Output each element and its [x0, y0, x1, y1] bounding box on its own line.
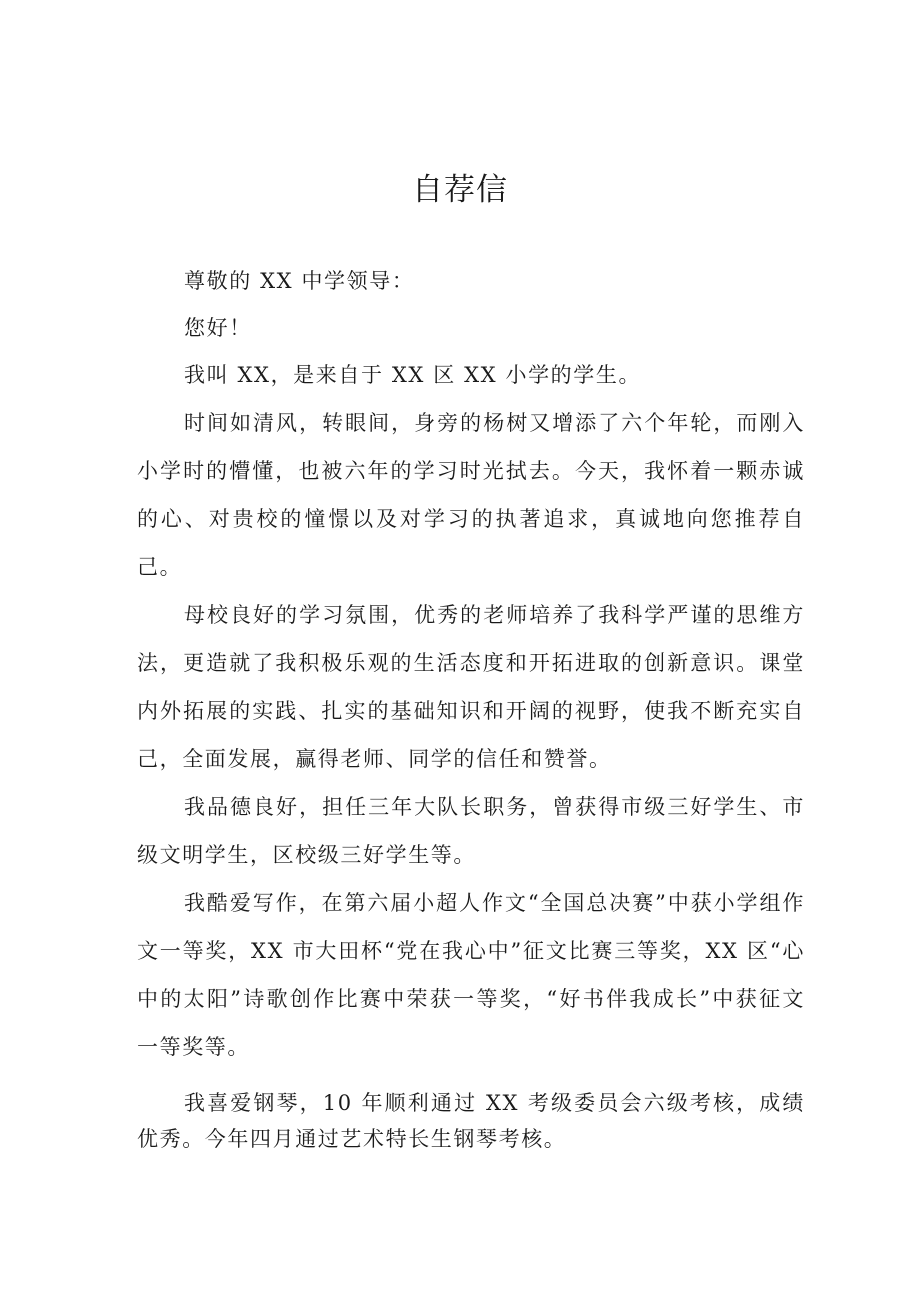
paragraph-piano: 我喜爱钢琴，10 年顺利通过 XX 考级委员会六级考核，成绩优秀。今年四月通过艺术特长生钢琴考核。 [137, 1091, 805, 1151]
paragraph-character: 我品德良好，担任三年大队长职务，曾获得市级三好学生、市级文明学生，区校级三好学生等。 [137, 795, 805, 867]
paragraph-time: 时间如清风，转眼间，身旁的杨树又增添了六个年轮，而刚入小学时的懵懂，也被六年的学习时光拭去。今天，我怀着一颗赤诚的心、对贵校的憧憬以及对学习的执著追求，真诚地向您推荐自己。 [137, 411, 805, 579]
salutation: 尊敬的 XX 中学领导： [184, 269, 415, 293]
paragraph-writing: 我酷爱写作，在第六届小超人作文“全国总决赛”中获小学组作文一等奖，XX 市大田杯“党在我心中”征文比赛三等奖，XX 区“心中的太阳”诗歌创作比赛中荣获一等奖，“好书伴我成长”中获征文一等奖等。 [137, 891, 805, 1059]
letter-body [137, 258, 805, 1157]
document-title: 自荐信 [412, 172, 508, 208]
greeting: 您好！ [184, 316, 252, 340]
paragraph-introduction: 我叫 XX，是来自于 XX 区 XX 小学的学生。 [184, 363, 642, 387]
paragraph-school: 母校良好的学习氛围，优秀的老师培养了我科学严谨的思维方法，更造就了我积极乐观的生活态度和开拓进取的创新意识。课堂内外拓展的实践、扎实的基础知识和开阔的视野，使我不断充实自己，全面发展，赢得老师、同学的信任和赞誉。 [137, 603, 805, 771]
